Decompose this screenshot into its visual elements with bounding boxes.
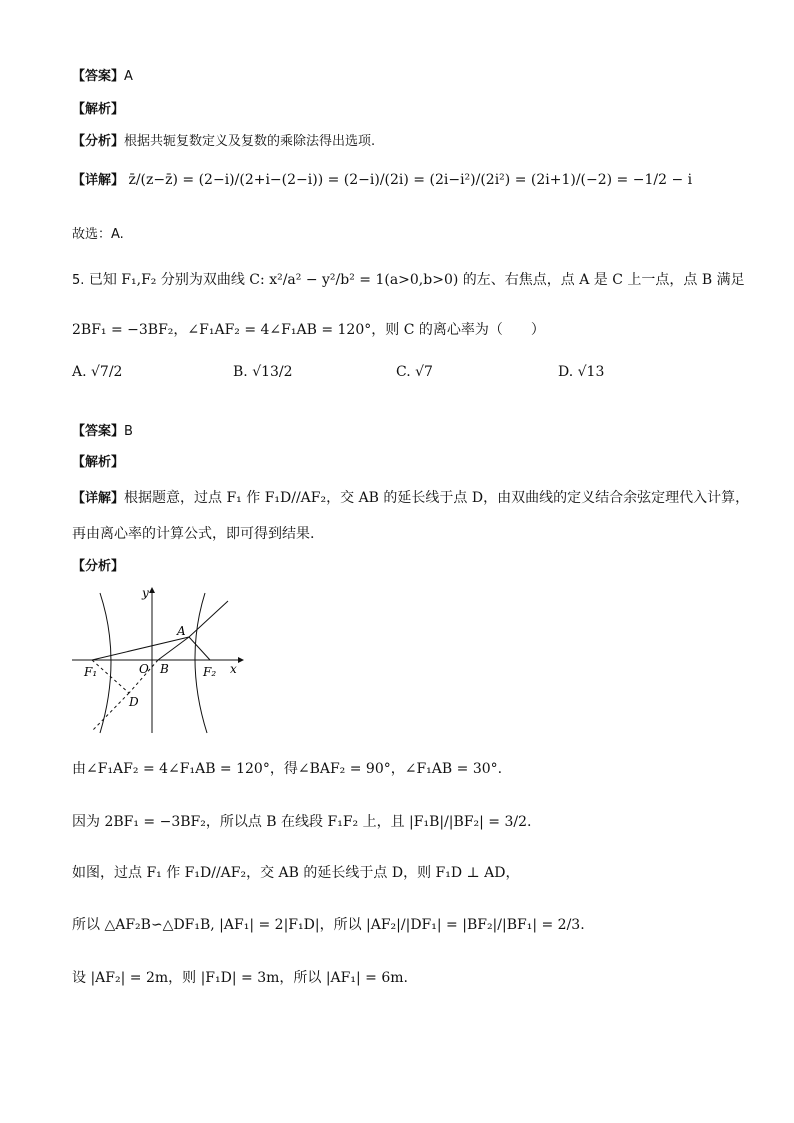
label-f2: F₂ [203, 665, 217, 679]
option-b[interactable]: B. √13/2 [233, 364, 293, 380]
x-axis-arrow [238, 657, 244, 663]
label-x: x [230, 662, 237, 676]
hyperbola-figure [72, 583, 247, 738]
y-axis-arrow [149, 587, 155, 593]
prev-answer-line [72, 66, 133, 87]
option-a[interactable]: A. √7/2 [72, 364, 123, 380]
step-1: 由∠F₁AF₂ = 4∠F₁AB = 120°，得∠BAF₂ = 90°，∠F₁AB = 30°. [72, 761, 503, 777]
option-d[interactable]: D. √13 [558, 364, 605, 380]
step-3: 如图，过点 F₁ 作 F₁D//AF₂，交 AB 的延长线于点 D，则 F₁D ⊥ AD， [72, 865, 520, 881]
label-b: B [160, 662, 169, 676]
q5-stem-text2: 2BF₁ = −3BF₂，∠F₁AF₂ = 4∠F₁AB = 120°，则 C 的离心率为（ ） [72, 322, 545, 338]
q5-detail-tag: 【详解】 [72, 491, 125, 506]
label-d: D [129, 695, 139, 709]
prev-conclusion: 故选：A. [72, 227, 124, 242]
detail-expr: z̄/(z−z̄) = (2−i)/(2+i−(2−i)) = (2−i)/(2i) = (2i−i²)/(2i²) = (2i+1)/(−2) = −1/2 − i [128, 172, 693, 188]
label-a: A [177, 624, 186, 638]
q5-answer-tag: 【答案】 [72, 424, 125, 439]
left-branch [100, 593, 111, 733]
step-4: 所以 △AF₂B∽△DF₁B, |AF₁| = 2|F₁D|，所以 |AF₂|/|DF₁| = |BF₂|/|BF₁| = 2/3. [72, 917, 585, 933]
q5-analysis-tag: 【解析】 [72, 455, 125, 470]
label-f1: F₁ [84, 665, 98, 679]
prev-fenxi-line [72, 131, 375, 152]
ray-a-extension [189, 601, 228, 637]
q5-stem-text1: 已知 F₁,F₂ 分别为双曲线 C: x²/a² − y²/b² = 1(a>0,b>0) 的左、右焦点，点 A 是 C 上一点，点 B 满足 [88, 272, 745, 288]
prev-analysis-line [72, 99, 124, 120]
label-y: y [142, 586, 149, 600]
answer-value: A [124, 69, 133, 84]
label-o: O [139, 662, 149, 676]
q5-fenxi-tag: 【分析】 [72, 559, 125, 574]
q5-fenxi-line [72, 556, 124, 577]
answer-tag: 【答案】 [72, 69, 125, 84]
q5-stem-line1 [72, 270, 745, 291]
fenxi-tag: 【分析】 [72, 134, 125, 149]
segment-f1-a [92, 637, 189, 660]
detail-tag: 【详解】 [72, 173, 125, 188]
step-5: 设 |AF₂| = 2m，则 |F₁D| = 3m，所以 |AF₁| = 6m. [72, 970, 408, 986]
q5-number: 5. [72, 273, 85, 288]
q5-analysis-line [72, 452, 124, 473]
option-c[interactable]: C. √7 [396, 364, 433, 380]
segment-a-f2 [189, 637, 210, 660]
q5-detail-line2: 再由离心率的计算公式，即可得到结果. [72, 526, 315, 542]
q5-answer-line [72, 421, 133, 442]
q5-stem-line2 [72, 320, 545, 340]
step-2: 因为 2BF₁ = −3BF₂，所以点 B 在线段 F₁F₂ 上，且 |F₁B|/|BF₂| = 3/2. [72, 814, 532, 830]
q5-answer-value: B [124, 424, 133, 439]
analysis-tag: 【解析】 [72, 102, 125, 117]
prev-detail-line [72, 170, 692, 191]
q5-detail-line1: 【详解】根据题意，过点 F₁ 作 F₁D//AF₂，交 AB 的延长线于点 D，由双曲线的定义结合余弦定理代入计算， [72, 490, 750, 506]
ray-dashed-extension [92, 693, 129, 731]
fenxi-text: 根据共轭复数定义及复数的乘除法得出选项. [124, 134, 376, 149]
right-branch [195, 593, 207, 733]
